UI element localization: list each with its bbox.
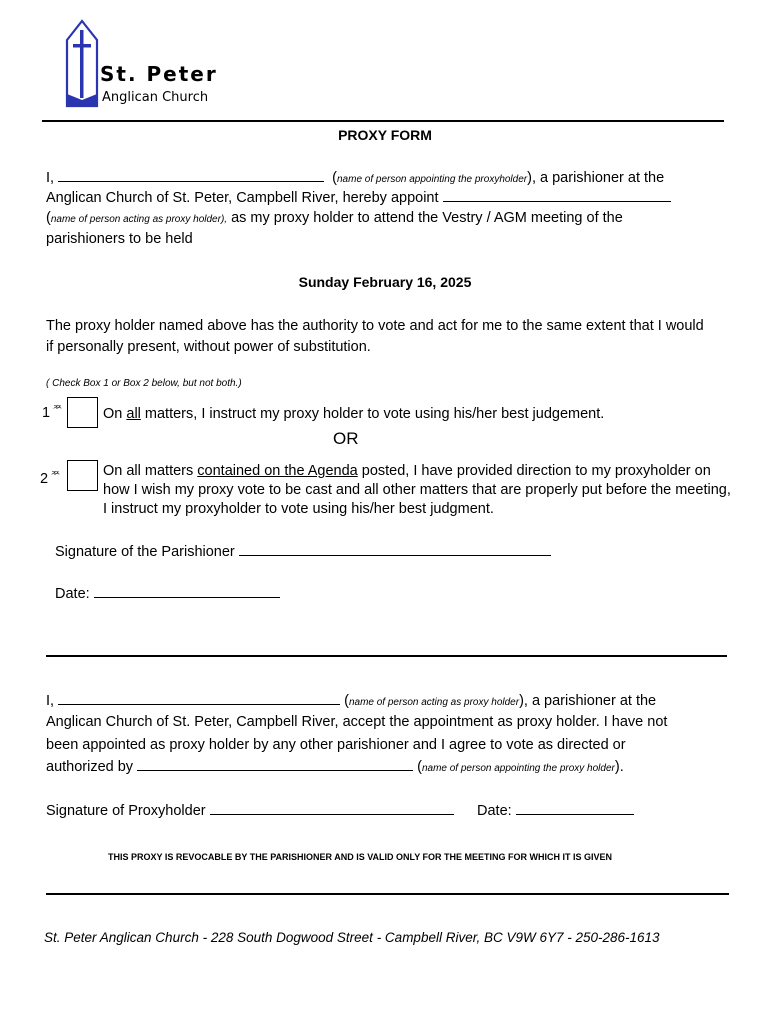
or-separator: OR bbox=[333, 429, 359, 448]
acceptance-line-1: I, (name of person acting as proxy holder), a parishioner at the bbox=[46, 693, 657, 709]
option-1-marker-icon: ᄍ bbox=[52, 405, 63, 417]
form-title: PROXY FORM bbox=[338, 127, 432, 143]
acceptor-name-field[interactable] bbox=[58, 692, 340, 705]
appointment-line-1: I, (name of person appointing the proxyholder), a parishioner at the bbox=[46, 170, 665, 186]
parishioner-signature-row: Signature of the Parishioner bbox=[55, 542, 551, 562]
proxyholder-signature-field[interactable] bbox=[210, 802, 454, 815]
option-2-line-2: how I wish my proxy vote to be cast and all other matters that are properly put before the meeting, bbox=[103, 482, 731, 498]
option-2-checkbox[interactable] bbox=[67, 460, 98, 491]
option-1-text: On all matters, I instruct my proxy holder to vote using his/her best judgement. bbox=[103, 406, 605, 422]
check-instructions: ( Check Box 1 or Box 2 below, but not both.) bbox=[46, 378, 242, 389]
appointment-line-3: (name of person acting as proxy holder), as my proxy holder to attend the Vestry / AGM meeting of the bbox=[46, 210, 623, 226]
authority-line-2: if personally present, without power of substitution. bbox=[46, 339, 371, 355]
proxyholder-signature-row: Signature of Proxyholder bbox=[46, 801, 454, 821]
authorized-by-field[interactable] bbox=[137, 758, 413, 771]
section-divider bbox=[46, 655, 727, 657]
authorized-by-hint: name of person appointing the proxy holder bbox=[421, 763, 615, 774]
parishioner-date-field[interactable] bbox=[94, 585, 280, 598]
appointer-name-field[interactable] bbox=[58, 169, 324, 182]
acceptance-line-3: been appointed as proxy holder by any other parishioner and I agree to vote as directed or bbox=[46, 737, 626, 753]
option-2-line-3: I instruct my proxyholder to vote using his/her best judgment. bbox=[103, 501, 494, 517]
option-1-checkbox[interactable] bbox=[67, 397, 98, 428]
revocable-disclaimer: THIS PROXY IS REVOCABLE BY THE PARISHIONER AND IS VALID ONLY FOR THE MEETING FOR WHICH IT IS GIVEN bbox=[108, 852, 613, 862]
appointment-line-4: parishioners to be held bbox=[46, 231, 193, 247]
proxyholder-name-field[interactable] bbox=[443, 189, 671, 202]
cross-emblem-icon bbox=[64, 18, 100, 108]
proxyholder-date-row: Date: bbox=[477, 801, 634, 821]
authority-line-1: The proxy holder named above has the authority to vote and act for me to the same extent that I would bbox=[46, 318, 704, 334]
proxyholder-date-field[interactable] bbox=[516, 802, 634, 815]
church-logo bbox=[64, 18, 264, 110]
acceptance-line-4: authorized by (name of person appointing the proxy holder). bbox=[46, 759, 624, 775]
meeting-date: Sunday February 16, 2025 bbox=[298, 274, 472, 290]
appointment-line-2: Anglican Church of St. Peter, Campbell River, hereby appoint bbox=[46, 188, 671, 208]
option-2-line-1: On all matters contained on the Agenda posted, I have provided direction to my proxyholder on bbox=[103, 463, 711, 479]
option-1-number: 1 bbox=[42, 405, 51, 421]
proxyholder-hint: name of person acting as proxy holder), bbox=[50, 214, 228, 225]
appointer-hint: name of person appointing the proxyholder bbox=[336, 174, 528, 185]
church-address-footer: St. Peter Anglican Church - 228 South Dogwood Street - Campbell River, BC V9W 6Y7 - 250-286-1613 bbox=[44, 930, 660, 945]
parishioner-signature-field[interactable] bbox=[239, 543, 551, 556]
acceptance-line-2: Anglican Church of St. Peter, Campbell River, accept the appointment as proxy holder. I have not bbox=[46, 714, 668, 730]
footer-divider bbox=[46, 893, 729, 895]
header-divider bbox=[42, 120, 724, 122]
acceptor-hint: name of person acting as proxy holder bbox=[348, 697, 520, 708]
parishioner-date-row: Date: bbox=[55, 584, 280, 604]
church-name: St. Peter bbox=[100, 62, 218, 86]
option-2-marker-icon: ᄍ bbox=[50, 471, 61, 483]
church-subtitle: Anglican Church bbox=[102, 90, 209, 105]
option-2-number: 2 bbox=[40, 471, 49, 487]
